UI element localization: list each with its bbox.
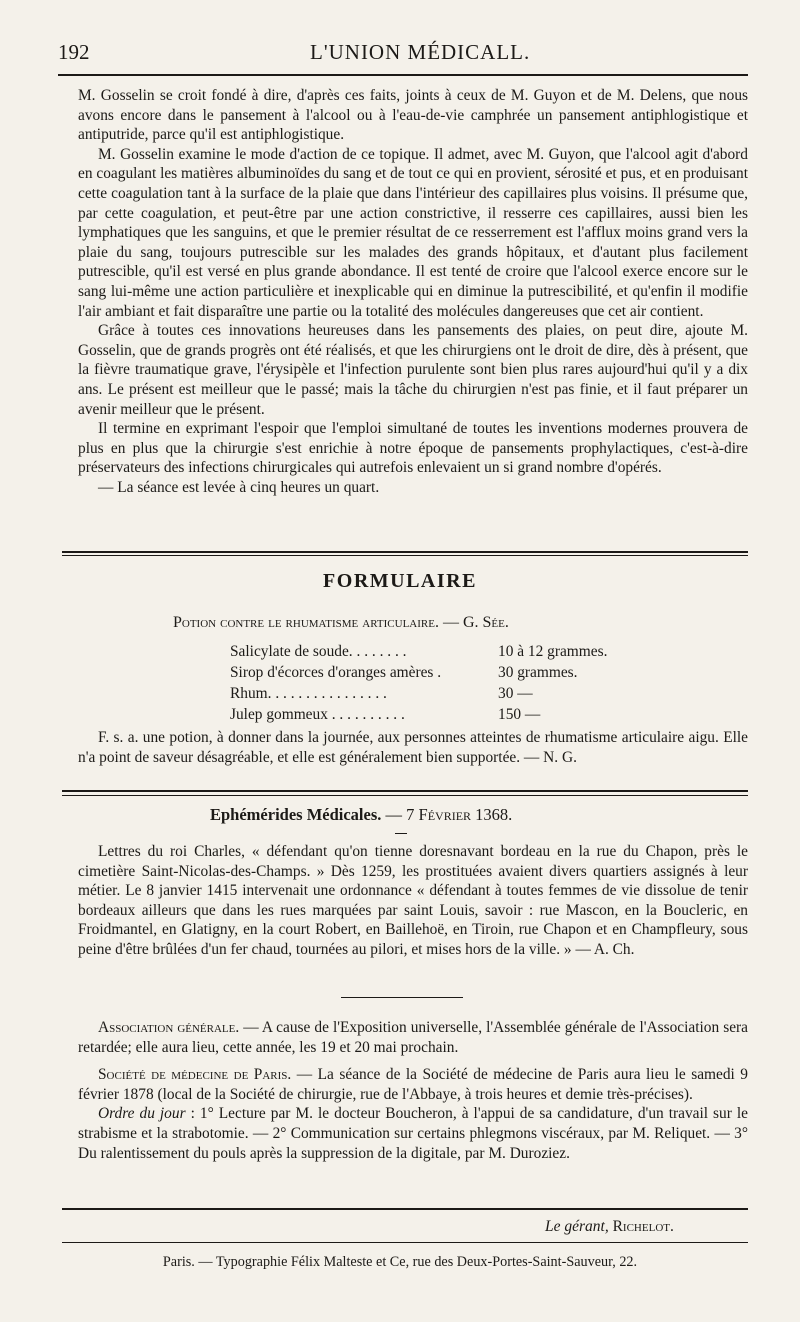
ingredient-quantity: 30 — [498,685,533,702]
ingredient-row [230,683,618,704]
recipe-note [78,728,748,767]
section-rule [62,1208,748,1210]
page-number: 192 [58,40,90,64]
ingredient-name: Salicylate de soude. . . . . . . . [230,643,407,660]
notices [78,1018,748,1163]
article-paragraph: Grâce à toutes ces innovations heureuses dans les pansements des plaies, on peut dire, ajoute M. Gosselin, que de grands progrès ont été réalisés, et que les chirurgiens ont le droit de dire, dès à présent, que la fièvre traumatique grave, l'érysipèle et l'infection purulente sont bien plus rares aujourd'hui qu'il y a dix ans. Le présent est meilleur que le passé; mais la tâche du chirurgien n'est pas finie, et il faut préparer un avenir meilleur que le présent. [78,322,748,418]
ordre-du-jour [78,1104,748,1163]
section-rule [62,551,748,553]
ingredient-row [230,662,618,683]
gerant-label: Le gérant, [545,1218,609,1235]
ingredient-name: Rhum. . . . . . . . . . . . . . . . [230,685,387,702]
gerant-name: Richelot. [612,1218,674,1235]
ephemerides-text [78,842,748,960]
recipe-title: Potion contre le rhumatisme articulaire. — G. Sée. [173,614,509,631]
association-notice [78,1018,748,1057]
footer-rule [62,1242,748,1243]
section-rule [62,790,748,792]
ingredient-quantity: 10 à 12 grammes. [498,643,608,660]
ordre-text: : 1° Lecture par M. le docteur Boucheron, à l'appui de sa candidature, d'un travail sur le strabisme et la strabotomie. — 2° Communication sur certains phlegmons viscéraux, par M. Reliquet. — 3° Du ralentissement du pouls après la suppression de la digitale, par M. Duroziez. [78,1105,748,1162]
gerant-signature [545,1218,674,1236]
ingredient-name: Julep gommeux . . . . . . . . . . [230,706,405,723]
association-label: Association générale. [98,1019,240,1036]
short-rule [341,997,463,998]
short-rule [395,833,407,834]
ingredient-quantity: 30 grammes. [498,664,578,681]
ephemerides-paragraph: Lettres du roi Charles, « défendant qu'on tienne doresnavant bordeau en la rue du Chapon, près le cimetière Saint-Nicolas-des-Champs. » Dès 1259, les prostituées avaient divers quartiers assignés à leur métier. Le 8 janvier 1415 intervenait une ordonnance « défendant à toutes femmes de vie dissolue de tenir bordeaux ailleurs que dans les rues marquées par saint Louis, savoir : rue Mascon, en la Boucleric, en Froidmantel, en Glatigny, en la court Robert, en Baillehoë, en Tiroin, rue Chapon et en Champfleury, sous peine d'être brûlées d'un fer chaud, tournées au pilori, et mises hors de la ville. » — A. Ch. [78,843,748,958]
ingredient-row [230,641,618,662]
section-rule [62,795,748,796]
article-paragraph: M. Gosselin examine le mode d'action de ce topique. Il admet, avec M. Guyon, que l'alcool agit d'abord en coagulant les matières albuminoïdes du sang et de tout ce qui en provient, sérosité et pus, et en produisant cette coagulation tant à la surface de la plaie que dans l'intérieur des capillaires plus voisins. Il présume que, par cette coagulation, et peut-être par une action constrictive, il resserre ces capillaires, aussi bien les lymphatiques que les sanguins, et que le premier résultat de ce resserrement est l'afflux moins grand vers la plaie du sang, toujours putrescible sur les malades des grands hôpitaux, et d'autant plus facilement putrescible, qu'il est versé en plus grande abondance. Il est tenté de croire que l'alcool exerce encore sur le sang lui-même une action particulière et inexplicable qui en diminue la putrescibilité, et qu'enfin il modifie l'air ambiant et fait disparaître une partie ou la totalité des molécules dangereuses que cet air contient. [78,145,748,320]
ingredient-quantity: 150 — [498,706,541,723]
header-rule [58,74,748,76]
ingredient-name: Sirop d'écorces d'oranges amères . [230,664,442,681]
societe-notice [78,1065,748,1104]
section-rule [62,555,748,556]
recipe-ingredients [230,641,618,725]
ephemerides-date: — 7 Février 1368. [385,805,513,824]
article-paragraph: Il termine en exprimant l'espoir que l'emploi simultané de toutes les inventions modernes prouvera de plus en plus que la chirurgie s'est enrichie à notre époque de pansements prophylactiques, c'est-à-dire préservateurs des infections chirurgicales qui autrefois enlevaient un si grand nombre d'opérés. [78,420,748,477]
recipe-note-text: F. s. a. une potion, à donner dans la journée, aux personnes atteintes de rhumatisme articulaire aigu. Elle n'a point de saveur désagréable, et elle est généralement bien supportée. — N. G. [78,729,748,766]
ephemerides-title [210,805,512,825]
journal-title: L'UNION MÉDICALL. [310,40,531,64]
article-paragraph: M. Gosselin se croit fondé à dire, d'après ces faits, joints à ceux de M. Guyon et de M. Delens, que nous avons encore dans le pansement à l'alcool ou à l'eau-de-vie camphrée un pansement antiphlogistique et antiputride, parce qu'il est antiphlogistique. [78,87,748,144]
article-text [78,86,748,497]
societe-text: — La séance de la Société de médecine de Paris aura lieu le samedi 9 février 1878 (local de la Société de chirurgie, rue de l'Abbaye, à trois heures et demie très-précises). [78,1066,748,1103]
societe-label: Société de médecine de Paris. [98,1066,292,1084]
formulaire-heading: FORMULAIRE [323,570,477,592]
running-head [58,40,748,70]
ingredient-row [230,704,618,725]
association-text: — A cause de l'Exposition universelle, l'Assemblée générale de l'Association sera retardée; elle aura lieu, cette année, les 19 et 20 mai prochain. [78,1019,749,1056]
ephemerides-heading: Ephémérides Médicales. [210,805,382,824]
ordre-label: Ordre du jour [98,1105,186,1123]
article-closing: — La séance est levée à cinq heures un quart. [98,478,380,496]
printer-imprint: Paris. — Typographie Félix Malteste et Ce, rue des Deux-Portes-Saint-Sauveur, 22. [162,1254,638,1270]
